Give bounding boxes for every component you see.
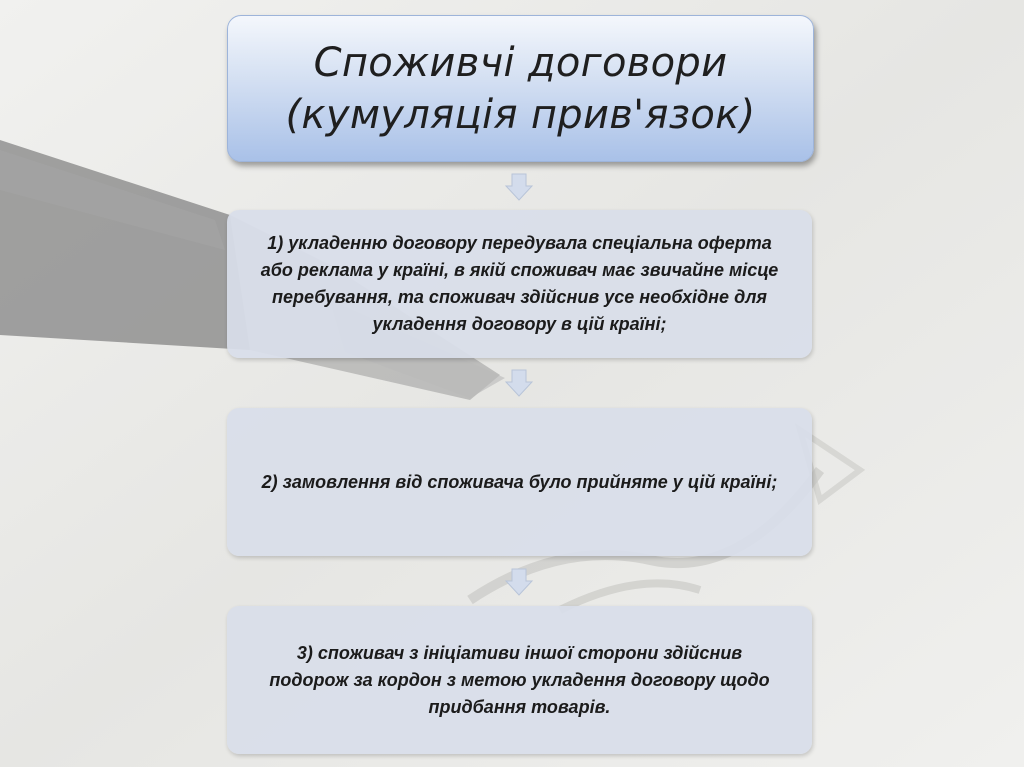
step-box-1 <box>227 210 812 358</box>
down-arrow-icon <box>504 567 534 597</box>
title-line-2: (кумуляція прив'язок) <box>285 91 756 138</box>
step-text-3: 3) споживач з ініціативи іншої сторони здійснив подорож за кордон з метою укладення договору щодо придбання товарів. <box>269 642 770 717</box>
diagram-title-box <box>227 15 814 162</box>
step-text-2: 2) замовлення від споживача було прийняте у цій країні; <box>261 471 778 492</box>
title-line-1: Споживчі договори <box>313 39 728 86</box>
down-arrow-icon <box>504 172 534 202</box>
step-box-2 <box>227 408 812 556</box>
step-text-1: 1) укладенню договору передувала спеціальна оферта або реклама у країні, в якій споживач має звичайне місце перебування, та споживач здійснив усе необхідне для укладення договору в цій країні; <box>260 233 779 334</box>
down-arrow-icon <box>504 368 534 398</box>
step-box-3 <box>227 606 812 754</box>
